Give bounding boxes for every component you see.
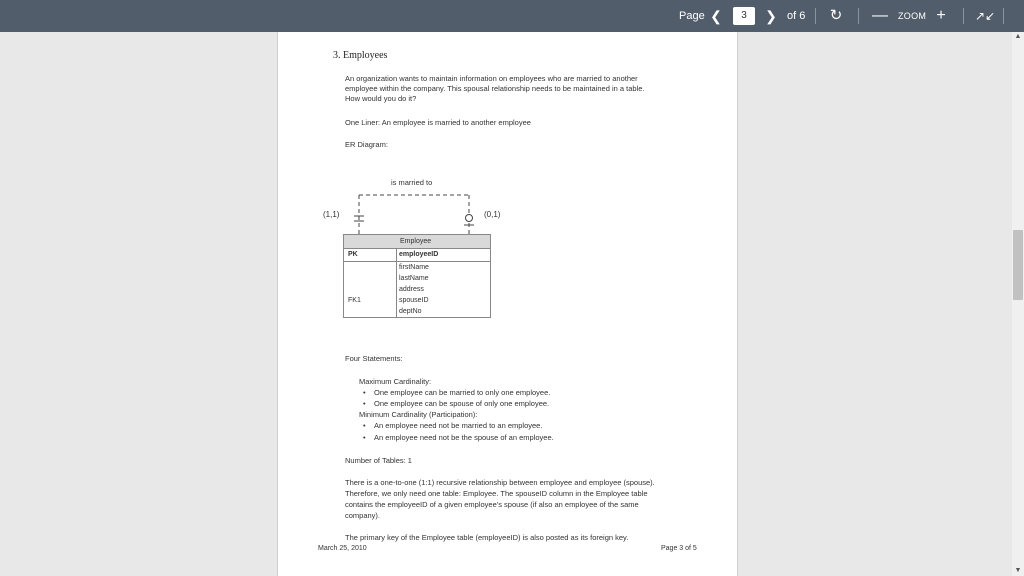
list-item: • An employee need not be married to an employee.: [374, 421, 542, 430]
viewer-toolbar: [0, 0, 1024, 32]
number-of-tables: Number of Tables: 1: [345, 456, 412, 465]
er-diagram-label: ER Diagram:: [345, 140, 388, 149]
entity-header: [344, 235, 490, 249]
chevron-right-icon[interactable]: ❯: [765, 8, 777, 24]
page-number-input[interactable]: 3: [733, 7, 755, 25]
explanation-line: Therefore, we only need one table: Employee. The spouseID column in the Employee table: [345, 489, 648, 498]
list-item: • An employee need not be the spouse of an employee.: [374, 433, 554, 442]
scroll-down-arrow-icon[interactable]: ▼: [1014, 567, 1022, 574]
pk-label: PK: [348, 251, 358, 258]
pk-row: [344, 249, 490, 262]
toolbar-divider: [858, 8, 859, 24]
intro-text-line: How would you do it?: [345, 94, 417, 103]
shrink-icon[interactable]: ↗↙: [975, 9, 996, 23]
max-cardinality-heading: Maximum Cardinality:: [359, 377, 432, 386]
toolbar-divider: [1003, 8, 1004, 24]
column-divider: [396, 249, 397, 317]
zoom-label: ZOOM: [898, 11, 927, 21]
toolbar-divider: [815, 8, 816, 24]
intro-text-line: An organization wants to maintain information on employees who are married to another: [345, 74, 638, 83]
zoom-in-icon[interactable]: +: [936, 7, 946, 24]
page-label: Page: [679, 10, 705, 22]
chevron-left-icon[interactable]: ❮: [710, 8, 722, 24]
explanation-line: contains the employeeID of a given employee's spouse (if also an employee of the same: [345, 500, 639, 509]
zoom-out-icon[interactable]: —: [872, 7, 888, 24]
footer-page-number: Page 3 of 5: [661, 545, 697, 552]
vertical-scrollbar[interactable]: [1012, 32, 1024, 576]
toolbar-divider: [963, 8, 964, 24]
list-item: • One employee can be married to only one employee.: [374, 388, 550, 397]
section-heading: 3. Employees: [333, 50, 388, 61]
primary-key-note: The primary key of the Employee table (employeeID) is also posted as its foreign key.: [345, 533, 629, 542]
fk-label: FK1: [348, 297, 361, 304]
footer-date: March 25, 2010: [318, 545, 367, 552]
field-item: firstName: [399, 264, 429, 271]
field-item: spouseID: [399, 297, 429, 304]
intro-text-line: employee within the company. This spousal relationship needs to be maintained in a table.: [345, 84, 645, 93]
entity-name: Employee: [400, 238, 432, 245]
explanation-line: company).: [345, 511, 381, 520]
field-item: deptNo: [399, 308, 422, 315]
four-statements-label: Four Statements:: [345, 354, 403, 363]
left-cardinality: (1,1): [323, 210, 340, 219]
document-page: [277, 32, 738, 576]
employee-entity-table: [343, 234, 491, 318]
page-count-label: of 6: [787, 10, 806, 22]
relationship-label: is married to: [391, 178, 433, 187]
min-cardinality-heading: Minimum Cardinality (Participation):: [359, 410, 478, 419]
scroll-up-arrow-icon[interactable]: ▲: [1014, 33, 1022, 40]
one-liner-text: One Liner: An employee is married to another employee: [345, 118, 531, 127]
explanation-line: There is a one-to-one (1:1) recursive relationship between employee and employee (spouse).: [345, 478, 655, 487]
pk-field: employeeID: [399, 251, 439, 258]
field-item: lastName: [399, 275, 429, 282]
field-item: address: [399, 286, 424, 293]
document-viewport: [0, 32, 1024, 576]
rotate-icon[interactable]: ↻: [829, 7, 843, 24]
list-item: • One employee can be spouse of only one employee.: [374, 399, 549, 408]
right-cardinality: (0,1): [484, 210, 501, 219]
scrollbar-thumb[interactable]: [1013, 230, 1023, 300]
zero-mark: [466, 215, 473, 222]
